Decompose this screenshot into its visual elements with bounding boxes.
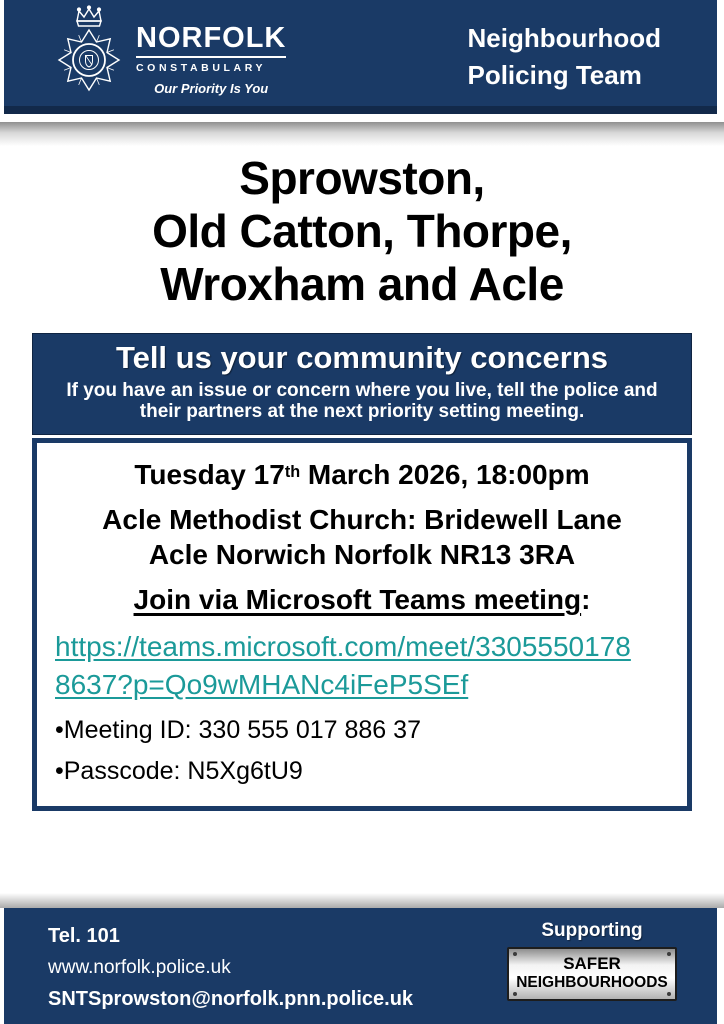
title-line3: Wroxham and Acle [160, 257, 564, 310]
contact-block [48, 925, 413, 1024]
title-line1: Sprowston, [239, 152, 485, 204]
venue-line2: Acle Norwich Norfolk NR13 3RA [148, 539, 576, 571]
venue-line1: Acle Methodist Church: Bridewell Lane [102, 504, 622, 536]
phone-number: Tel. 101 [48, 925, 120, 947]
org-subtitle: CONSTABULARY [136, 62, 267, 74]
title-line2: Old Catton, Thorpe, [152, 204, 572, 257]
plate-line2: NEIGHBOURHOODS [516, 974, 668, 992]
brand-block [56, 4, 286, 102]
plate-line1: SAFER [563, 954, 621, 973]
header-banner [4, 0, 717, 114]
meeting-details-box [32, 438, 692, 811]
safer-neighbourhoods-plate [507, 947, 677, 1001]
team-title-line2: Policing Team [467, 60, 642, 90]
meeting-id-line: •Meeting ID: 330 555 017 886 37 [55, 715, 421, 744]
meeting-date-ordinal: th [284, 462, 301, 481]
screw-dot-icon [513, 992, 517, 996]
screw-dot-icon [667, 992, 671, 996]
brand-text [136, 24, 286, 96]
community-concerns-banner [32, 333, 692, 436]
meeting-venue [55, 502, 669, 572]
join-teams-heading [55, 584, 669, 616]
screw-dot-icon [513, 952, 517, 956]
footer-banner [4, 908, 717, 1024]
meeting-date [55, 457, 669, 492]
page-title [0, 152, 724, 311]
concerns-heading: Tell us your community concerns [115, 339, 609, 375]
concerns-subheading: If you have an issue or concern where you live, tell the police and their partners at the next priority setting meeting. [66, 379, 658, 422]
supporting-label: Supporting [541, 920, 643, 941]
team-title [467, 20, 661, 94]
teams-link-line2[interactable]: 8637?p=Qo9wMHANc4iFeP5SEf [55, 669, 469, 700]
meeting-date-part2: March 2026, 18:00pm [300, 459, 590, 491]
org-tagline: Our Priority Is You [154, 81, 269, 96]
org-name: NORFOLK [136, 24, 286, 58]
teams-meeting-link[interactable] [55, 628, 669, 704]
meeting-date-part1: Tuesday 17 [134, 459, 285, 491]
teams-link-line1[interactable]: https://teams.microsoft.com/meet/3305550178 [55, 631, 631, 663]
join-teams-label: Join via Microsoft Teams meeting [133, 584, 582, 616]
supporting-block [507, 920, 677, 1024]
email-link[interactable]: SNTSprowston@norfolk.pnn.police.uk [48, 988, 414, 1010]
website-link[interactable]: www.norfolk.police.uk [48, 957, 231, 978]
passcode-line: •Passcode: N5Xg6tU9 [55, 756, 303, 785]
join-teams-colon: : [581, 584, 591, 616]
screw-dot-icon [667, 952, 671, 956]
header-drop-shadow [0, 122, 724, 146]
footer-drop-shadow [0, 893, 724, 908]
police-crest-icon [56, 4, 122, 102]
team-title-line1: Neighbourhood [467, 23, 661, 54]
